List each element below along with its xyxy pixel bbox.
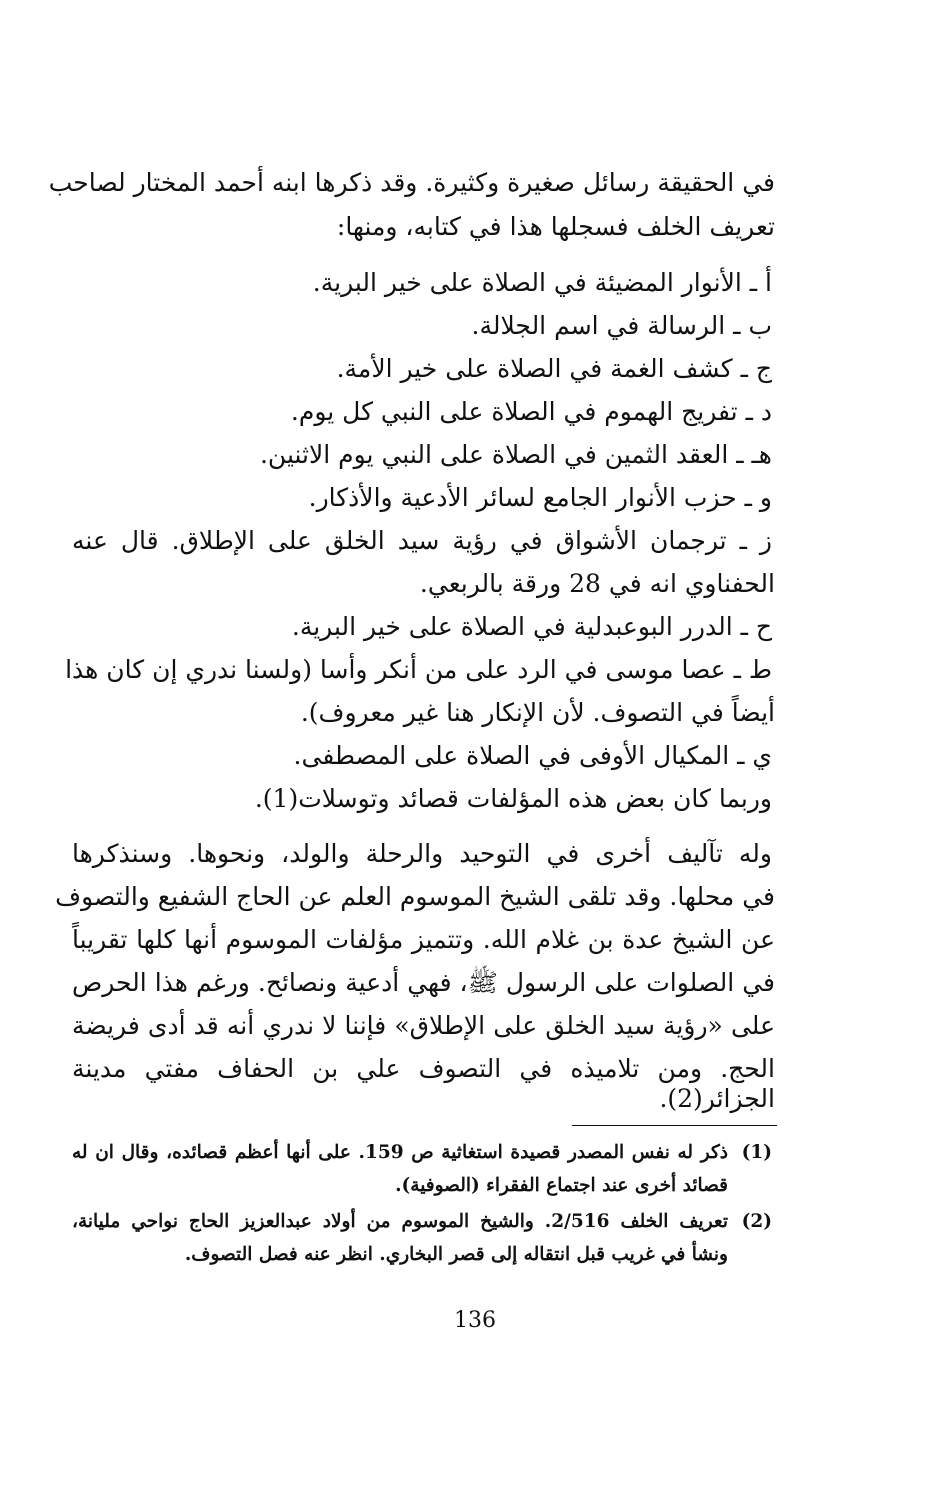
list-item-waw: و ـ حزب الأنوار الجامع لسائر الأدعية والأذكار. [308,483,772,512]
footnote-line: قصائد أخرى عند اجتماع الفقراء (الصوفية). [395,1175,728,1196]
body-line: في الحقيقة رسائل صغيرة وكثيرة. وقد ذكرها ابنه أحمد المختار لصاحب [48,168,775,197]
list-item-zay: ز ـ ترجمان الأشواق في رؤية سيد الخلق على الإطلاق. قال عنه [72,526,772,555]
paragraph-line: عن الشيخ عدة بن غلام الله. وتتميز مؤلفات الموسوم أنها كلها تقريباً [72,925,775,954]
list-item-jim: ج ـ كشف الغمة في الصلاة على خير الأمة. [336,354,772,383]
footnote-number: (2) [741,1211,772,1232]
list-item-ta-continued: أيضاً في التصوف. لأن الإنكار هنا غير معروف). [300,698,775,727]
list-closing-line: وربما كان بعض هذه المؤلفات قصائد وتوسلات(1). [254,784,772,813]
paragraph-line: الجزائر(2). [659,1084,775,1113]
body-line: تعريف الخلف فسجلها هذا في كتابه، ومنها: [336,212,775,241]
footnote-line: ونشأ في غريب قبل انتقاله إلى قصر البخاري. انظر عنه فصل التصوف. [184,1244,728,1265]
footnote-line: تعريف الخلف 2/516. والشيخ الموسوم من أولاد عبدالعزيز الحاج نواحي مليانة، [72,1211,728,1232]
footnote-divider [572,1125,777,1126]
list-item-ba: ب ـ الرسالة في اسم الجلالة. [471,311,772,340]
footnote-number: (1) [741,1142,772,1163]
list-item-dal: د ـ تفريج الهموم في الصلاة على النبي كل يوم. [290,397,772,426]
page-number: 136 [454,1308,496,1333]
list-item-ha: هـ ـ العقد الثمين في الصلاة على النبي يوم الاثنين. [259,440,772,469]
paragraph-line: على «رؤية سيد الخلق على الإطلاق» فإننا لا ندري أنه قد أدى فريضة [72,1011,775,1040]
list-item-ya: ي ـ المكيال الأوفى في الصلاة على المصطفى. [293,741,772,770]
list-item-zay-continued: الحفناوي انه في 28 ورقة بالربعي. [419,569,775,598]
paragraph-line: الحج. ومن تلاميذه في التصوف علي بن الحفاف مفتي مدينة [72,1054,775,1083]
list-item-ha2: ح ـ الدرر البوعبدلية في الصلاة على خير البرية. [291,612,772,641]
paragraph-line: وله تآليف أخرى في التوحيد والرحلة والولد، ونحوها. وسنذكرها [72,839,772,868]
paragraph-line: في محلها. وقد تلقى الشيخ الموسوم العلم عن الحاج الشفيع والتصوف [55,882,775,911]
list-item-alif: أ ـ الأنوار المضيئة في الصلاة على خير البرية. [312,268,772,297]
list-item-ta: ط ـ عصا موسى في الرد على من أنكر وأسا (ولسنا ندري إن كان هذا [65,655,772,684]
paragraph-line: في الصلوات على الرسول ﷺ، فهي أدعية ونصائح. ورغم هذا الحرص [72,968,775,997]
footnote-line: ذكر له نفس المصدر قصيدة استغاثية ص 159. على أنها أعظم قصائده، وقال ان له [72,1142,728,1163]
